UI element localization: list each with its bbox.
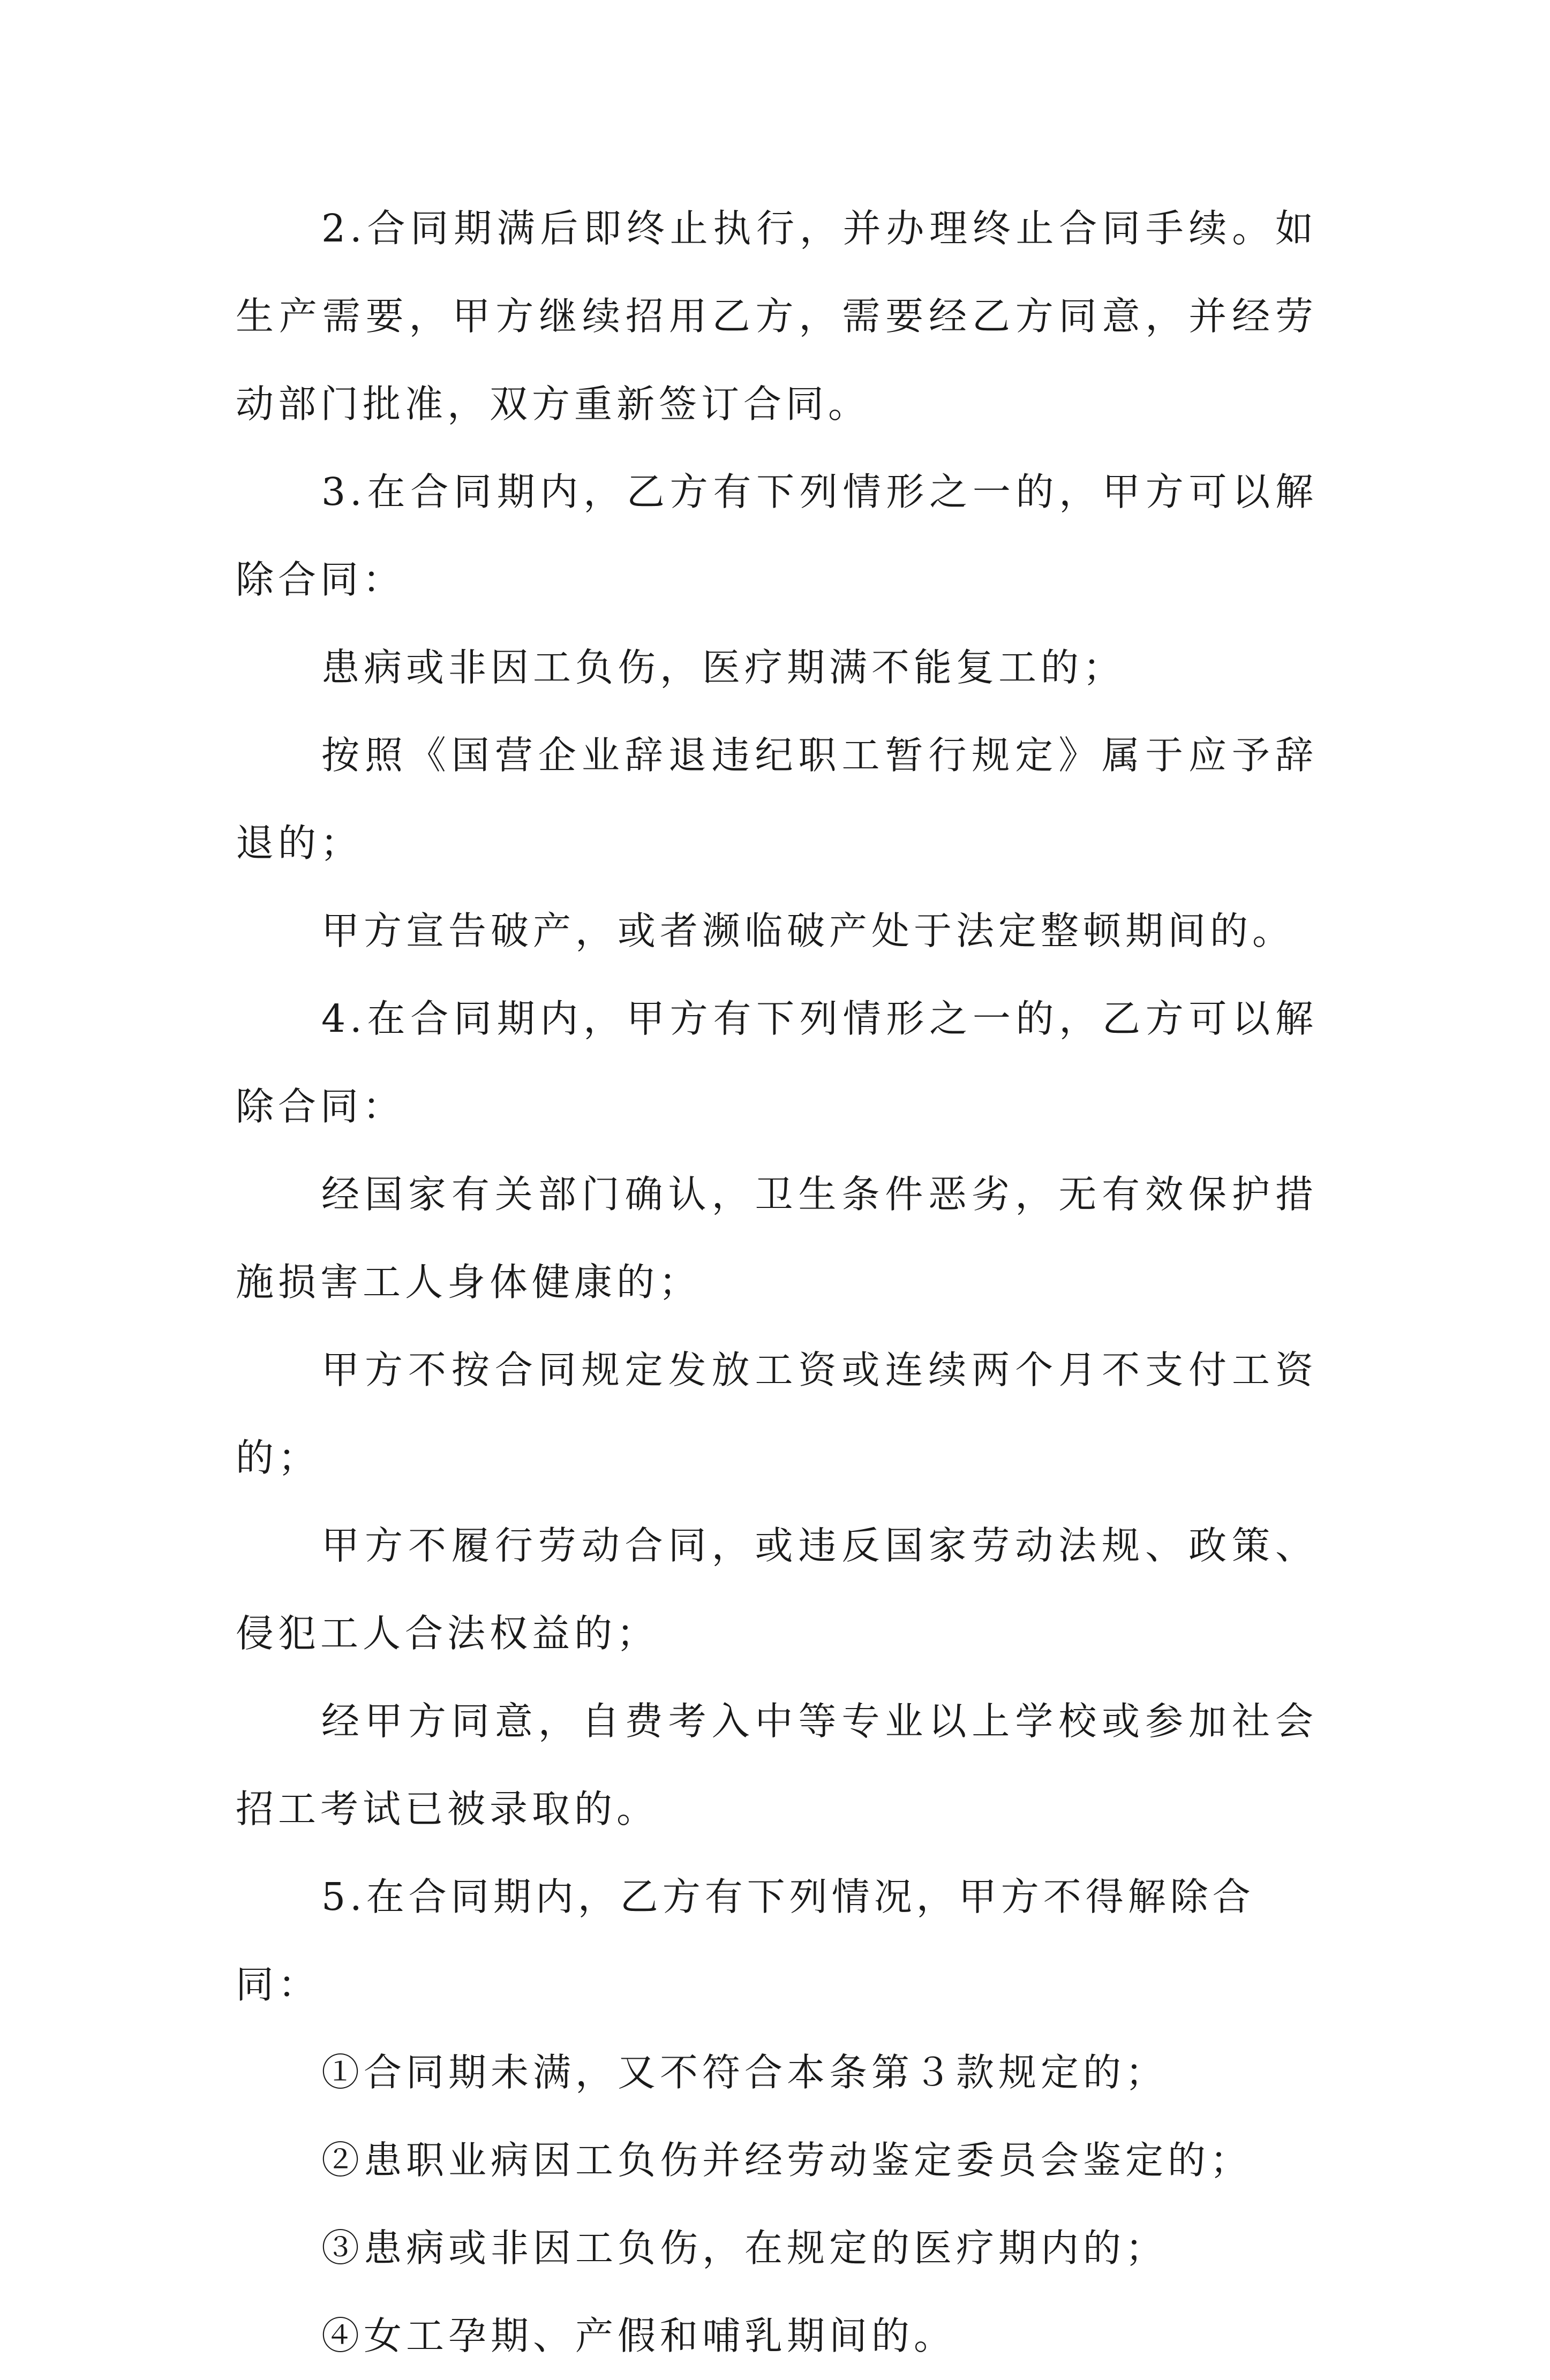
paragraph-clause-5-item-3: ③患病或非因工负伤，在规定的医疗期内的； xyxy=(321,2226,1168,2270)
paragraph-clause-3-item-3: 甲方宣告破产，或者濒临破产处于法定整顿期间的。 xyxy=(321,909,1295,953)
paragraph-clause-2: 2.合同期满后即终止执行，并办理终止合同手续。如生产需要，甲方继续招用乙方，需要经乙方同意，并经劳动部门批准，双方重新签订合同。 xyxy=(236,206,1318,426)
paragraph-clause-4-item-4: 经甲方同意，自费考入中等专业以上学校或参加社会招工考试已被录取的。 xyxy=(236,1699,1318,1831)
paragraph-clause-4-item-2: 甲方不按合同规定发放工资或连续两个月不支付工资的； xyxy=(236,1348,1318,1480)
paragraph-clause-5: 5.在合同期内，乙方有下列情况，甲方不得解除合同： xyxy=(236,1875,1255,2007)
paragraph-clause-3-item-1: 患病或非因工负伤，医疗期满不能复工的； xyxy=(321,645,1126,690)
paragraph-clause-3: 3.在合同期内，乙方有下列情形之一的，甲方可以解除合同： xyxy=(236,470,1318,602)
paragraph-clause-5-item-4: ④女工孕期、产假和哺乳期间的。 xyxy=(321,2314,957,2358)
paragraph-clause-4-item-1: 经国家有关部门确认，卫生条件恶劣，无有效保护措施损害工人身体健康的； xyxy=(236,1172,1318,1304)
paragraph-clause-5-item-1: ①合同期未满，又不符合本条第３款规定的； xyxy=(321,2050,1168,2095)
paragraph-clause-4-item-3: 甲方不履行劳动合同，或违反国家劳动法规、政策、侵犯工人合法权益的； xyxy=(236,1523,1318,1656)
document-body xyxy=(236,185,1318,2380)
paragraph-clause-3-item-2: 按照《国营企业辞退违纪职工暂行规定》属于应予辞退的； xyxy=(236,733,1318,865)
paragraph-clause-4: 4.在合同期内，甲方有下列情形之一的，乙方可以解除合同： xyxy=(236,996,1318,1129)
paragraph-clause-5-item-2: ②患职业病因工负伤并经劳动鉴定委员会鉴定的； xyxy=(321,2138,1253,2182)
